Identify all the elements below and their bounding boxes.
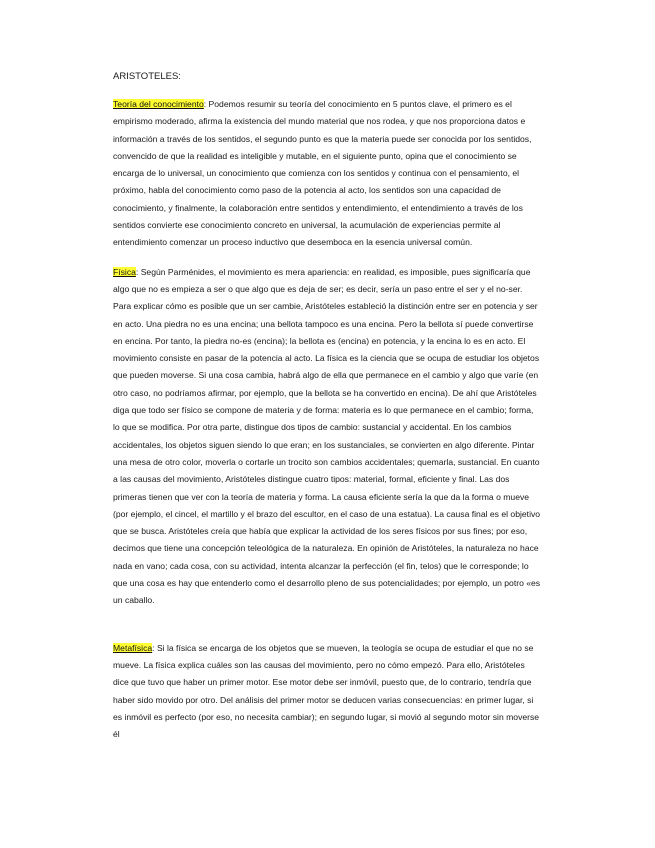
section-fisica [113, 264, 542, 610]
section-text: : Según Parménides, el movimiento es mera apariencia: en realidad, es imposible, pues significaría que algo que no es empieza a ser o que algo que es deja de ser; es decir, sería un paso entre el ser y el no-ser. Para explicar cómo es posible que un ser cambie, Aristóteles estableció la distinción entre ser en potencia y ser en acto. Una piedra no es una encina; una bellota tampoco es una encina. Pero la bellota sí puede convertirse en encina. Por tanto, la piedra no-es (encina); la bellota es (encina) en potencia, y la encina lo es en acto. El movimiento consiste en pasar de la potencia al acto. La física es la ciencia que se ocupa de estudiar los objetos que pueden moverse. Si una cosa cambia, habrá algo de ella que permanece en el cambio y algo que varíe (en otro caso, no podríamos afirmar, por ejemplo, que la bellota se ha convertido en encina). De ahí que Aristóteles diga que todo ser físico se compone de materia y de forma: materia es lo que permanece en el cambio; forma, lo que se modifica. Por otra parte, distingue dos tipos de cambio: sustancial y accidental. En los cambios accidentales, los objetos siguen siendo lo que eran; en los sustanciales, se convierten en algo diferente. Pintar una mesa de otro color, moverla o cortarle un trocito son cambios accidentales; quemarla, sustancial. En cuanto a las causas del movimiento, Aristóteles distingue cuatro tipos: material, formal, eficiente y final. Las dos primeras tienen que ver con la teoría de materia y forma. La causa eficiente sería la que da la forma o mueve (por ejemplo, el cincel, el martillo y el brazo del escultor, en el caso de una estatua). La causa final es el objetivo que se busca. Aristóteles creía que había que explicar la actividad de los seres físicos por sus fines; por eso, decimos que tiene una concepción teleológica de la naturaleza. En opinión de Aristóteles, la naturaleza no hace nada en vano; cada cosa, con su actividad, intenta alcanzar la perfección (el fin, telos) que le corresponde; lo que una cosa es hay que entenderlo como el desarrollo pleno de sus potencialidades; por ejemplo, un potro «es un caballo. [113, 266, 541, 606]
section-text: : Podemos resumir su teoría del conocimiento en 5 puntos clave, el primero es el empirismo moderado, afirma la existencia del mundo material que nos rodea, y que nos proporciona datos e información a través de los sentidos, el segundo punto es que la materia puede ser conocida por los sentidos, convencido de que la realidad es inteligible y mutable, en el siguiente punto, opina que el conocimiento se encarga de lo universal, un conocimiento que comienza con los sentidos y continua con el pensamiento, el próximo, habla del conocimiento como paso de la potencia al acto, los sentidos son una capacidad de conocimiento, y finalmente, la colaboración entre sentidos y entendimiento, el entendimiento a través de los sentidos convierte ese conocimiento concreto en universal, la acumulación de experiencias permite al entendimiento comenzar un proceso inductivo que desemboca en la esencia universal común. [113, 99, 532, 248]
section-text: : Si la física se encarga de los objetos que se mueven, la teología se ocupa de estudiar el que no se mueve. La física explica cuáles son las causas del movimiento, pero no cómo empezó. Para ello, Aristóteles dice que tuvo que haber un primer motor. Ese motor debe ser inmóvil, puesto que, de lo contrario, tendría que haber sido movido por otro. Del análisis del primer motor se deducen varias consecuencias: en primer lugar, si es inmóvil es perfecto (por eso, no necesita cambiar); en segundo lugar, si movió al segundo motor sin moverse él [113, 642, 540, 740]
section-teoria-conocimiento [113, 96, 542, 252]
section-metafisica [113, 640, 542, 744]
section-heading: Física [113, 266, 136, 277]
document-title: ARISTOTELES: [113, 71, 181, 82]
section-heading: Teoría del conocimiento [113, 99, 204, 109]
section-heading: Metafísica [113, 642, 153, 653]
